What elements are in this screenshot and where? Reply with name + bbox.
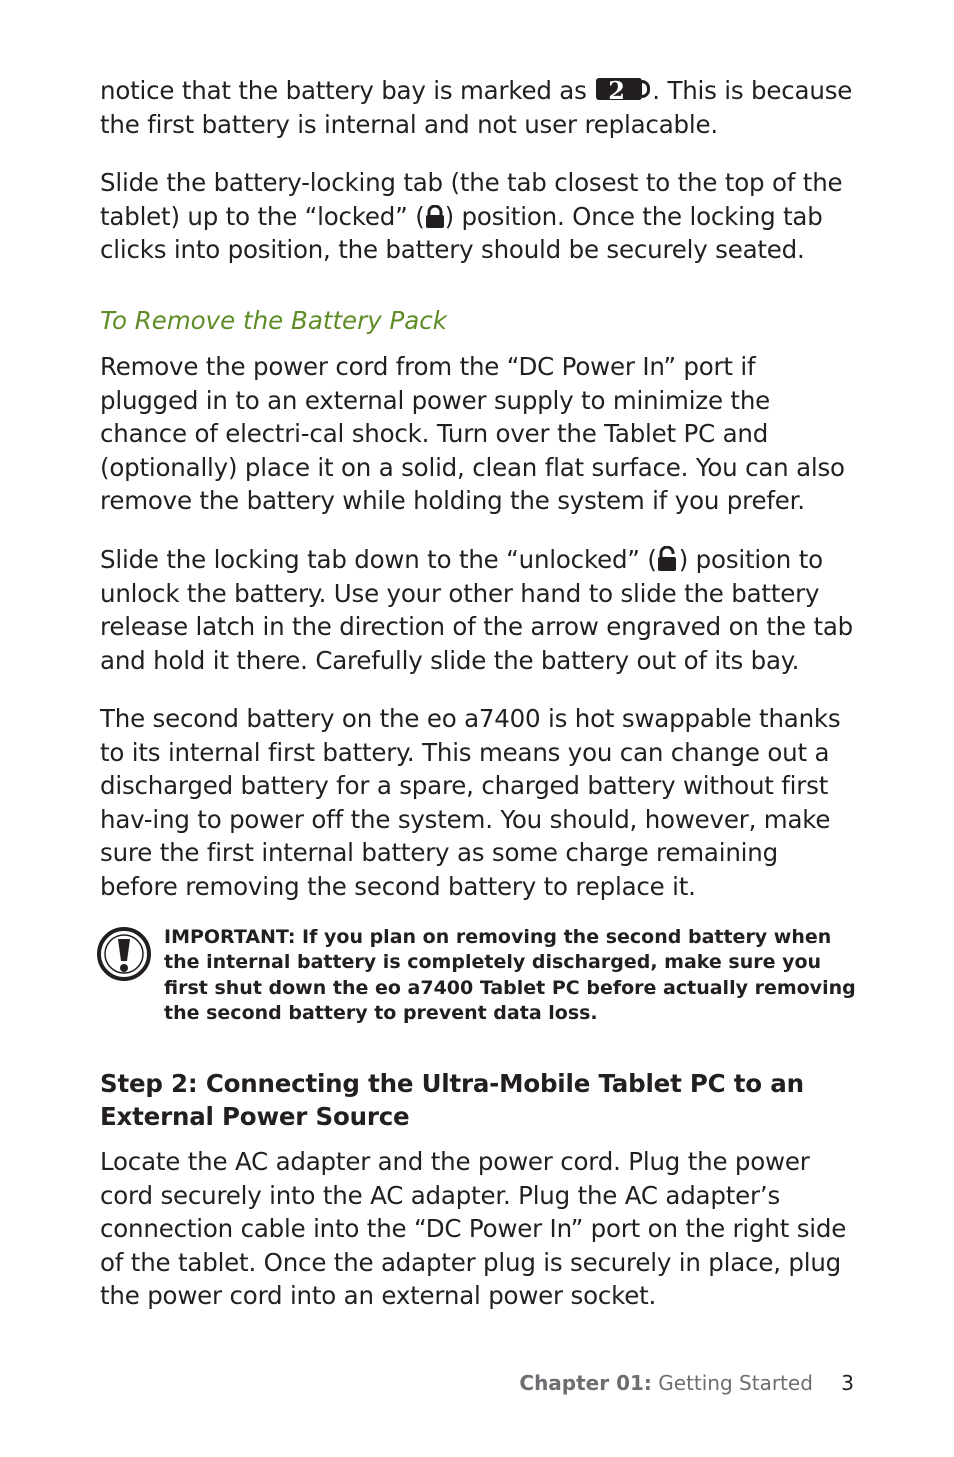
page-footer xyxy=(519,1371,854,1395)
bay-number: 2 xyxy=(608,76,625,105)
battery-bay-2-icon xyxy=(594,76,652,105)
paragraph-remove-power: Remove the power cord from the “DC Power In” port if plugged in to an external power supply to minimize the chance of electri-cal shock. Turn over the Tablet PC and (optionally) place it on a solid, clean flat surface. You can also remove the battery while holding the system if you prefer. xyxy=(100,352,845,516)
text-span: notice that the battery bay is marked as xyxy=(100,76,595,105)
footer-section: Getting Started xyxy=(658,1371,813,1395)
locked-padlock-icon xyxy=(425,205,445,229)
text-span: Slide the locking tab down to the “unlocked” ( xyxy=(100,545,657,574)
paragraph-battery-bay xyxy=(100,74,860,141)
paragraph-unlock-tab xyxy=(100,543,860,677)
page-number: 3 xyxy=(841,1371,854,1395)
text-span: ) position. Once the locking tab clicks into position, the battery should be securely seated. xyxy=(100,201,823,265)
footer-chapter: Chapter 01: xyxy=(519,1371,652,1395)
section-heading-remove-battery: To Remove the Battery Pack xyxy=(100,306,447,335)
important-exclamation-icon xyxy=(96,926,152,982)
text-span: . This is because the first battery is internal and not user replacable. xyxy=(100,76,853,139)
paragraph-connect-power: Locate the AC adapter and the power cord. Plug the power cord securely into the AC adapter. Plug the AC adapter’s connection cable into the “DC Power In” port on the right side of the tablet. Once the adapter plug is securely in place, plug the power cord into an external power socket. xyxy=(100,1147,847,1311)
unlocked-padlock-icon xyxy=(657,546,679,572)
paragraph-lock-tab xyxy=(100,166,860,267)
text-span: ) position to unlock the battery. Use your other hand to slide the battery release latch in the direction of the arrow engraved on the tab and hold it there. Carefully slide the battery out of its bay. xyxy=(100,545,854,675)
important-note: IMPORTANT: If you plan on removing the second battery when the internal battery is completely discharged, make sure you first shut down the eo a7400 Tablet PC before actually removing the second battery to prevent data loss. xyxy=(164,926,856,1024)
text-span: Slide the battery-locking tab (the tab closest to the top of the tablet) up to the “locked” ( xyxy=(100,168,843,231)
step2-heading: Step 2: Connecting the Ultra-Mobile Tablet PC to an External Power Source xyxy=(100,1069,804,1131)
paragraph-hot-swap: The second battery on the eo a7400 is hot swappable thanks to its internal first battery. This means you can change out a discharged battery for a spare, charged battery without first hav-ing to power off the system. You should, however, make sure the first internal battery as some charge remaining before removing the second battery to replace it. xyxy=(100,704,841,901)
